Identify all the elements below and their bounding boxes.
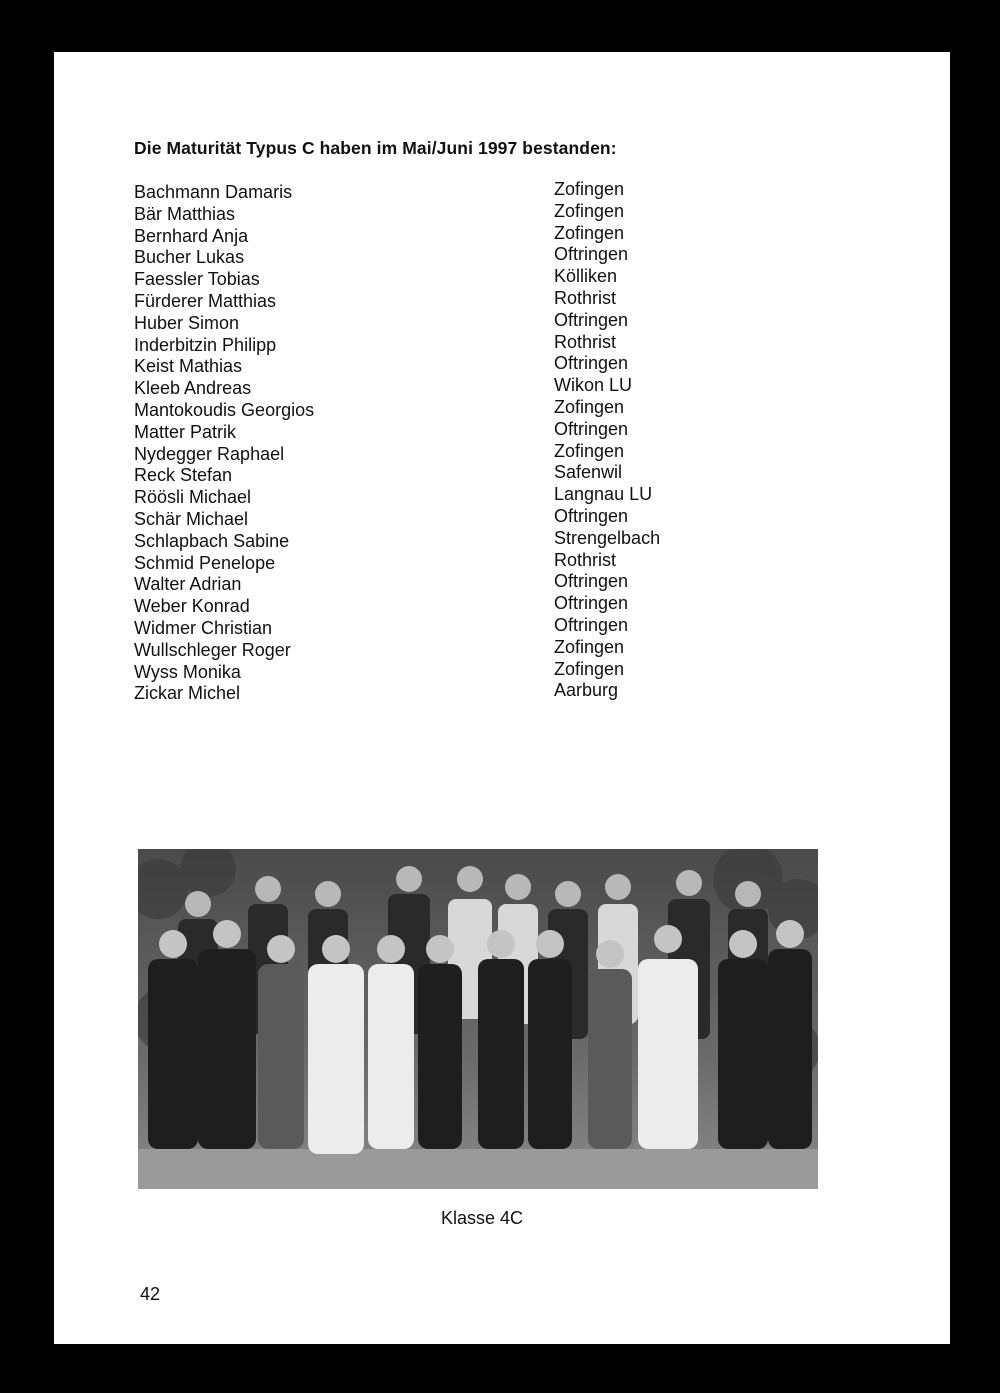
graduate-row	[134, 353, 734, 378]
graduate-place: Rothrist	[554, 331, 617, 352]
graduate-row	[134, 571, 734, 596]
graduate-name: Bucher Lukas	[134, 247, 245, 268]
graduate-name: Mantokoudis Georgios	[134, 399, 315, 420]
graduate-place: Oftringen	[554, 353, 629, 374]
graduate-place: Zofingen	[554, 658, 625, 679]
graduate-row	[134, 266, 734, 291]
graduate-place: Rothrist	[554, 549, 617, 570]
graduate-place: Oftringen	[554, 593, 629, 614]
graduate-name: Bär Matthias	[134, 203, 236, 224]
graduate-name: Fürderer Matthias	[134, 290, 277, 311]
graduate-name: Huber Simon	[134, 312, 240, 333]
graduate-place: Oftringen	[554, 309, 629, 330]
graduate-place: Zofingen	[554, 396, 625, 417]
graduate-place: Safenwil	[554, 462, 623, 483]
graduate-name: Keist Mathias	[134, 356, 243, 377]
graduate-name: Bachmann Damaris	[134, 182, 293, 202]
graduate-row	[134, 179, 734, 204]
graduate-row	[134, 614, 734, 640]
graduate-row	[134, 222, 734, 248]
graduate-place: Oftringen	[554, 244, 629, 265]
graduate-place: Zofingen	[554, 636, 625, 657]
graduate-row	[134, 440, 734, 466]
graduate-name: Wyss Monika	[134, 661, 241, 682]
graduate-name: Widmer Christian	[134, 617, 273, 638]
graduate-place: Wikon LU	[554, 375, 633, 396]
graduates-list	[134, 179, 734, 705]
graduate-name: Röösli Michael	[134, 487, 252, 508]
graduate-place: Zofingen	[554, 440, 625, 461]
graduate-name: Bernhard Anja	[134, 225, 249, 246]
document-page	[54, 52, 950, 1344]
graduate-place: Zofingen	[554, 200, 625, 221]
graduate-row	[134, 658, 734, 684]
graduate-row	[134, 593, 734, 618]
graduate-name: Schmid Penelope	[134, 552, 276, 573]
graduate-place: Aarburg	[554, 680, 619, 701]
graduate-place: Kölliken	[554, 266, 618, 287]
graduate-place: Strengelbach	[554, 527, 661, 548]
graduate-row	[134, 331, 734, 357]
class-photo-image	[138, 849, 818, 1189]
class-photo	[138, 849, 818, 1189]
page-number: 42	[140, 1284, 161, 1304]
graduate-name: Zickar Michel	[134, 683, 241, 704]
page-heading: Die Maturität Typus C haben im Mai/Juni 1997 bestanden:	[134, 138, 617, 158]
graduate-name: Matter Patrik	[134, 421, 237, 442]
graduate-name: Walter Adrian	[134, 574, 242, 595]
graduate-row	[134, 200, 734, 226]
graduate-name: Kleeb Andreas	[134, 378, 252, 399]
graduate-place: Oftringen	[554, 505, 629, 526]
graduate-name: Schär Michael	[134, 508, 249, 529]
graduate-name: Schlapbach Sabine	[134, 530, 290, 551]
graduate-row	[134, 375, 734, 400]
graduate-row	[134, 418, 734, 444]
graduate-place: Zofingen	[554, 179, 625, 199]
graduate-row	[134, 244, 734, 269]
graduate-name: Wullschleger Roger	[134, 639, 291, 660]
graduate-row	[134, 309, 734, 335]
graduate-name: Faessler Tobias	[134, 269, 260, 290]
graduate-name: Weber Konrad	[134, 596, 250, 617]
graduate-place: Oftringen	[554, 418, 629, 439]
graduate-name: Reck Stefan	[134, 465, 233, 486]
graduate-row	[134, 484, 734, 509]
graduate-row	[134, 287, 734, 313]
graduate-row	[134, 396, 734, 422]
graduate-row	[134, 527, 734, 553]
graduate-place: Zofingen	[554, 222, 625, 243]
graduate-place: Rothrist	[554, 287, 617, 308]
graduate-place: Langnau LU	[554, 484, 653, 505]
graduate-place: Oftringen	[554, 614, 629, 635]
graduate-row	[134, 636, 734, 662]
graduate-place: Oftringen	[554, 571, 629, 592]
graduate-name: Inderbitzin Philipp	[134, 334, 277, 355]
graduate-row	[134, 549, 734, 575]
graduate-name: Nydegger Raphael	[134, 443, 285, 464]
graduate-row	[134, 680, 734, 705]
photo-caption: Klasse 4C	[440, 1208, 524, 1228]
